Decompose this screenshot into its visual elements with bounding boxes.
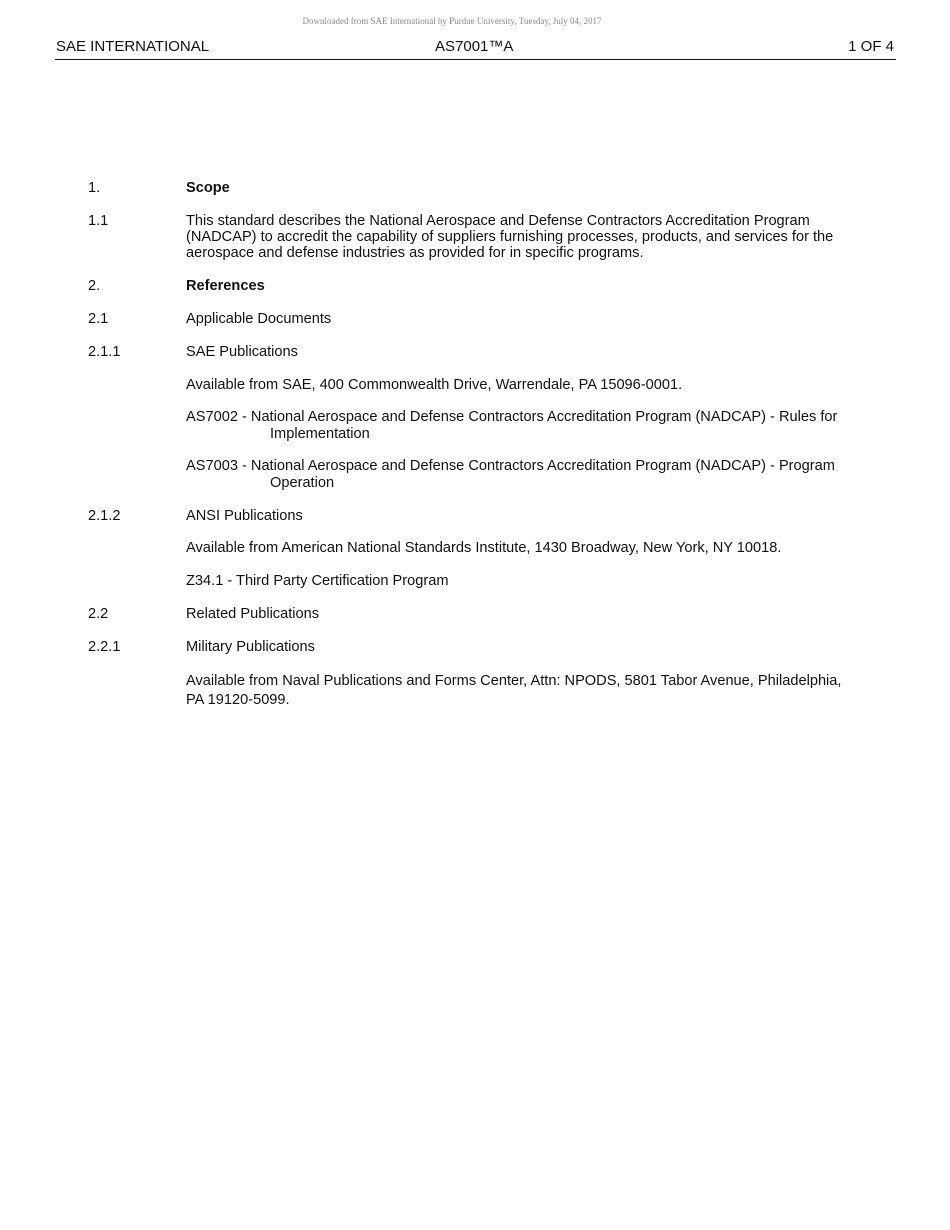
- ansi-availability: [88, 540, 848, 556]
- section-number: 2.2.1: [88, 638, 121, 655]
- header-page-indicator: 1 OF 4: [848, 38, 894, 55]
- reference-as7002: [88, 409, 848, 442]
- availability-text: Available from American National Standards Institute, 1430 Broadway, New York, NY 10018.: [186, 540, 782, 557]
- section-1-1: [88, 213, 848, 262]
- header-organization: SAE INTERNATIONAL: [56, 38, 210, 55]
- page-header: [55, 37, 896, 60]
- reference-entry: AS7003 - National Aerospace and Defense Contractors Accreditation Program (NADCAP) - Program Operation: [186, 458, 835, 491]
- section-2-1: [88, 311, 848, 327]
- section-2-1-1: [88, 344, 848, 360]
- document-body: [88, 180, 848, 726]
- section-number: 2.1.1: [88, 343, 121, 360]
- section-number: 1.1: [88, 212, 109, 229]
- section-title: Military Publications: [186, 638, 315, 655]
- availability-text: Available from Naval Publications and Forms Center, Attn: NPODS, 5801 Tabor Avenue, Philadelphia, PA 19120-5099.: [186, 672, 842, 708]
- section-2-2-1: [88, 639, 848, 655]
- reference-entry: AS7002 - National Aerospace and Defense Contractors Accreditation Program (NADCAP) - Rules for Implementation: [186, 409, 838, 442]
- section-title: ANSI Publications: [186, 507, 303, 524]
- reference-as7003: [88, 458, 848, 491]
- section-title: Related Publications: [186, 605, 320, 622]
- section-2-2: [88, 606, 848, 622]
- section-heading: References: [186, 278, 265, 295]
- download-watermark: Downloaded from SAE International by Purdue University, Tuesday, July 04, 2017: [302, 16, 602, 26]
- section-number: 2.: [88, 278, 101, 295]
- reference-z34-1: [88, 573, 848, 589]
- section-number: 2.1: [88, 310, 109, 327]
- sae-availability: [88, 377, 848, 393]
- section-number: 2.1.2: [88, 507, 121, 524]
- header-document-id: AS7001™A: [435, 38, 514, 55]
- section-2: [88, 278, 848, 294]
- section-heading: Scope: [186, 180, 230, 196]
- section-paragraph: This standard describes the National Aerospace and Defense Contractors Accreditation Program (NADCAP) to accredit the capability of suppliers furnishing processes, products, and services for the aerospace and defense industries as provided for in specific programs.: [186, 212, 834, 262]
- section-title: SAE Publications: [186, 343, 298, 360]
- availability-text: Available from SAE, 400 Commonwealth Drive, Warrendale, PA 15096-0001.: [186, 376, 683, 393]
- section-number: 2.2: [88, 605, 109, 622]
- naval-availability: [88, 672, 848, 710]
- section-1: [88, 180, 848, 196]
- reference-entry: Z34.1 - Third Party Certification Program: [186, 573, 449, 590]
- section-title: Applicable Documents: [186, 310, 332, 327]
- section-2-1-2: [88, 508, 848, 524]
- section-number: 1.: [88, 180, 101, 196]
